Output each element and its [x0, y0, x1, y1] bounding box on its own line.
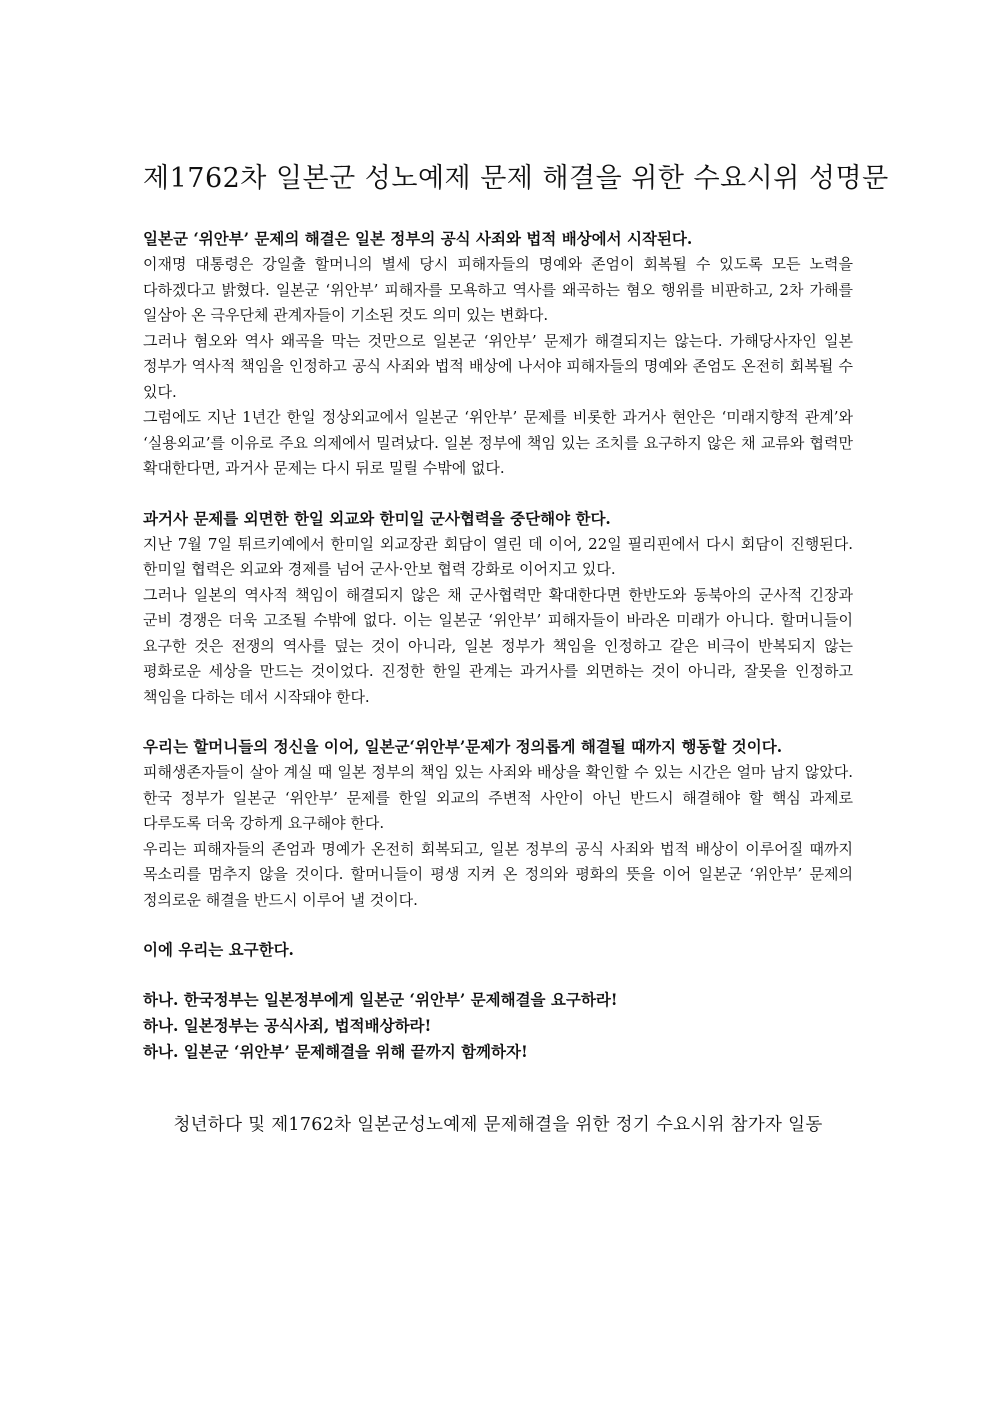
section-heading: 일본군 ‘위안부’ 문제의 해결은 일본 정부의 공식 사죄와 법적 배상에서 시작된다. — [143, 229, 693, 248]
section-heading: 우리는 할머니들의 정신을 이어, 일본군‘위안부’문제가 정의롭게 해결될 때까지 행동할 것이다. — [143, 737, 783, 756]
paragraph: 그럼에도 지난 1년간 한일 정상외교에서 일본군 ‘위안부’ 문제를 비롯한 과거사 현안은 ‘미래지향적 관계’와 ‘실용외교’를 이유로 주요 의제에서 밀려났다. 일본 정부에 책임 있는 조치를 요구하지 않은 채 교류와 협력만 확대한다면, 과거사 문제는 다시 뒤로 밀릴 수밖에 없다. — [143, 408, 853, 477]
signature: 청년하다 및 제1762차 일본군성노예제 문제해결을 위한 정기 수요시위 참가자 일동 — [173, 1115, 823, 1135]
section-3 — [143, 734, 853, 913]
statement-document — [143, 160, 889, 1139]
paragraph: 피해생존자들이 살아 계실 때 일본 정부의 책임 있는 사죄와 배상을 확인할 수 있는 시간은 얼마 남지 않았다. 한국 정부가 일본군 ‘위안부’ 문제를 한일 외교의 주변적 사안이 아닌 반드시 해결해야 할 핵심 과제로 다루도록 더욱 강하게 요구해야 한다. — [143, 763, 853, 832]
demand-item: 하나. 일본정부는 공식사죄, 법적배상하라! — [143, 1016, 432, 1035]
paragraph: 그러나 혐오와 역사 왜곡을 막는 것만으로 일본군 ‘위안부’ 문제가 해결되지는 않는다. 가해당사자인 일본 정부가 역사적 책임을 인정하고 공식 사죄와 법적 배상에 나서야 피해자들의 명예와 존엄도 온전히 회복될 수 있다. — [143, 331, 853, 401]
paragraph: 지난 7월 7일 튀르키예에서 한미일 외교장관 회담이 열린 데 이어, 22일 필리핀에서 다시 회담이 진행된다. 한미일 협력은 외교와 경제를 넘어 군사·안보 협력 강화로 이어지고 있다. — [143, 534, 853, 578]
section-heading: 과거사 문제를 외면한 한일 외교와 한미일 군사협력을 중단해야 한다. — [143, 508, 611, 528]
document-title: 제1762차 일본군 성노예제 문제 해결을 위한 수요시위 성명문 — [143, 163, 889, 194]
section-1 — [143, 226, 853, 482]
demand-item: 하나. 일본군 ‘위안부’ 문제해결을 위해 끝까지 함께하자! — [143, 1042, 528, 1061]
paragraph: 그러나 일본의 역사적 책임이 해결되지 않은 채 군사협력만 확대한다면 한반도와 동북아의 군사적 긴장과 군비 경쟁은 더욱 고조될 수밖에 없다. 이는 일본군 ‘위안부’ 피해자들이 바라온 미래가 아니다. 할머니들이 요구한 것은 전쟁의 역사를 덮는 것이 아니라, 일본 정부가 책임을 인정하고 같은 비극이 반복되지 않는 평화로운 세상을 만드는 것이었다. 진정한 한일 관계는 과거사를 외면하는 것이 아니라, 잘못을 인정하고 책임을 다하는 데서 시작돼야 한다. — [143, 585, 853, 706]
demand-intro: 이에 우리는 요구한다. — [143, 940, 294, 959]
section-2 — [143, 506, 853, 711]
paragraph: 우리는 피해자들의 존엄과 명예가 온전히 회복되고, 일본 정부의 공식 사죄와 법적 배상이 이루어질 때까지 목소리를 멈추지 않을 것이다. 할머니들이 평생 지켜 온 정의와 평화의 뜻을 이어 일본군 ‘위안부’ 문제의 정의로운 해결을 반드시 이루어 낼 것이다. — [143, 839, 853, 909]
demand-list — [143, 987, 853, 1065]
paragraph: 이재명 대통령은 강일출 할머니의 별세 당시 피해자들의 명예와 존엄이 회복될 수 있도록 모든 노력을 다하겠다고 밝혔다. 일본군 ‘위안부’ 피해자를 모욕하고 역사를 왜곡하는 혐오 행위를 비판하고, 2차 가해를 일삼아 온 극우단체 관계자들이 기소된 것도 의미 있는 변화다. — [143, 255, 853, 324]
demand-item: 하나. 한국정부는 일본정부에게 일본군 ‘위안부’ 문제해결을 요구하라! — [143, 990, 618, 1009]
